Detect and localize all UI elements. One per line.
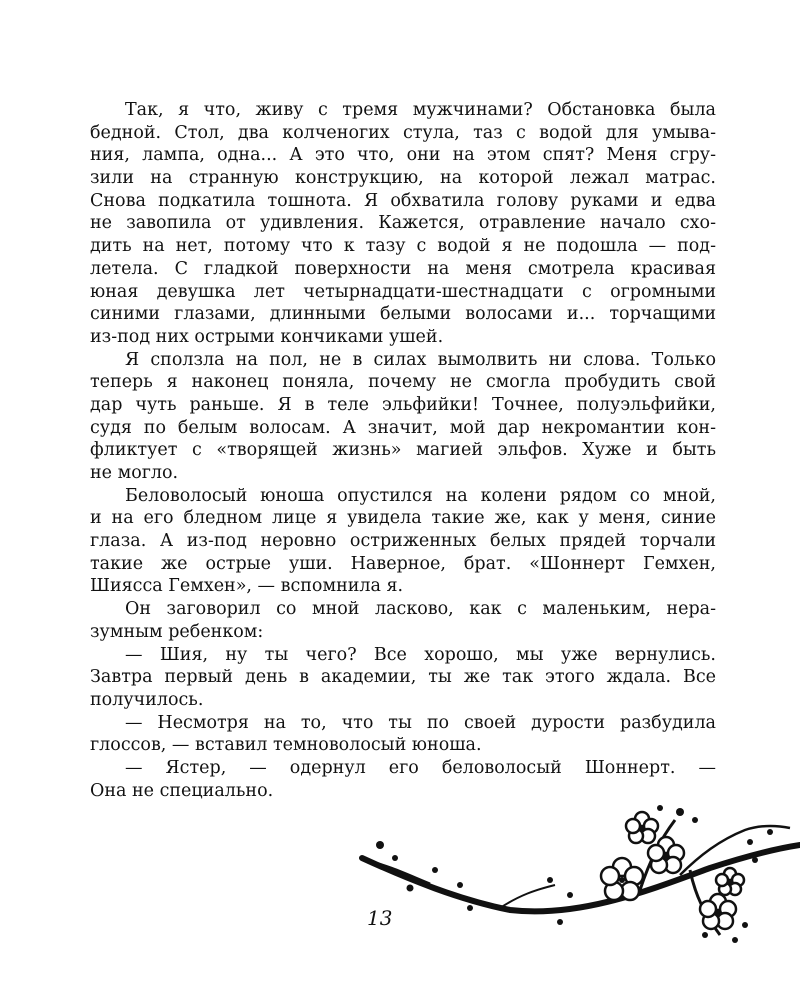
text-line: теперь я наконец поняла, почему не смогла пробудить свой xyxy=(90,372,716,393)
text-line: глаза. А из-под неровно остриженных белых прядей торчали xyxy=(90,531,716,552)
text-line: Шиясса Гемхен», — вспомнила я. xyxy=(90,576,404,597)
page-number: 13 xyxy=(367,906,393,930)
text-line: дар чуть раньше. Я в теле эльфийки! Точнее, полуэльфийки, xyxy=(90,394,716,415)
text-line: юная девушка лет четырнадцати-шестнадцати с огромными xyxy=(90,281,716,302)
text-line: Она не специально. xyxy=(90,780,274,801)
cherry-blossom-branch-ornament xyxy=(350,800,800,950)
text-line: и на его бледном лице я увидела такие же, как у меня, синие xyxy=(90,508,716,529)
text-line: зумным ребенком: xyxy=(90,621,264,642)
text-line: — Ястер, — одернул его беловолосый Шоннерт. — xyxy=(125,757,716,778)
text-line: Беловолосый юноша опустился на колени рядом со мной, xyxy=(125,485,716,506)
text-line: синими глазами, длинными белыми волосами и... торчащими xyxy=(90,304,716,325)
text-line: дить на нет, потому что к тазу с водой я не подошла — под- xyxy=(90,236,716,257)
text-line: Он заговорил со мной ласково, как с маленьким, нера- xyxy=(125,599,716,620)
text-line: летела. С гладкой поверхности на меня смотрела красивая xyxy=(90,258,716,279)
text-line: — Несмотря на то, что ты по своей дурости разбудила xyxy=(125,712,716,733)
text-line: получилось. xyxy=(90,689,204,710)
text-line: ния, лампа, одна... А это что, они на этом спят? Меня сгру- xyxy=(90,145,716,166)
text-line: Снова подкатила тошнота. Я обхватила голову руками и едва xyxy=(90,190,716,211)
text-line: фликтует с «творящей жизнь» магией эльфов. Хуже и быть xyxy=(90,440,716,461)
text-line: не завопила от удивления. Кажется, отравление начало схо- xyxy=(90,213,716,234)
text-line: не могло. xyxy=(90,463,179,483)
text-line: глоссов, — вставил темноволосый юноша. xyxy=(90,735,482,756)
body-text xyxy=(90,99,716,802)
text-line: такие же острые уши. Наверное, брат. «Шоннерт Гемхен, xyxy=(90,553,716,574)
text-line: судя по белым волосам. А значит, мой дар некромантии кон- xyxy=(90,417,716,438)
text-line: Я сползла на пол, не в силах вымолвить ни слова. Только xyxy=(125,349,716,370)
text-line: Завтра первый день в академии, ты же так этого ждала. Все xyxy=(90,667,716,688)
text-line: зили на странную конструкцию, на которой лежал матрас. xyxy=(90,168,716,189)
text-line: бедной. Стол, два колченогих стула, таз с водой для умыва- xyxy=(90,122,716,143)
text-line: из-под них острыми кончиками ушей. xyxy=(90,326,444,347)
text-line: — Шия, ну ты чего? Все хорошо, мы уже вернулись. xyxy=(125,644,716,665)
text-line: Так, я что, живу с тремя мужчинами? Обстановка была xyxy=(125,100,716,120)
